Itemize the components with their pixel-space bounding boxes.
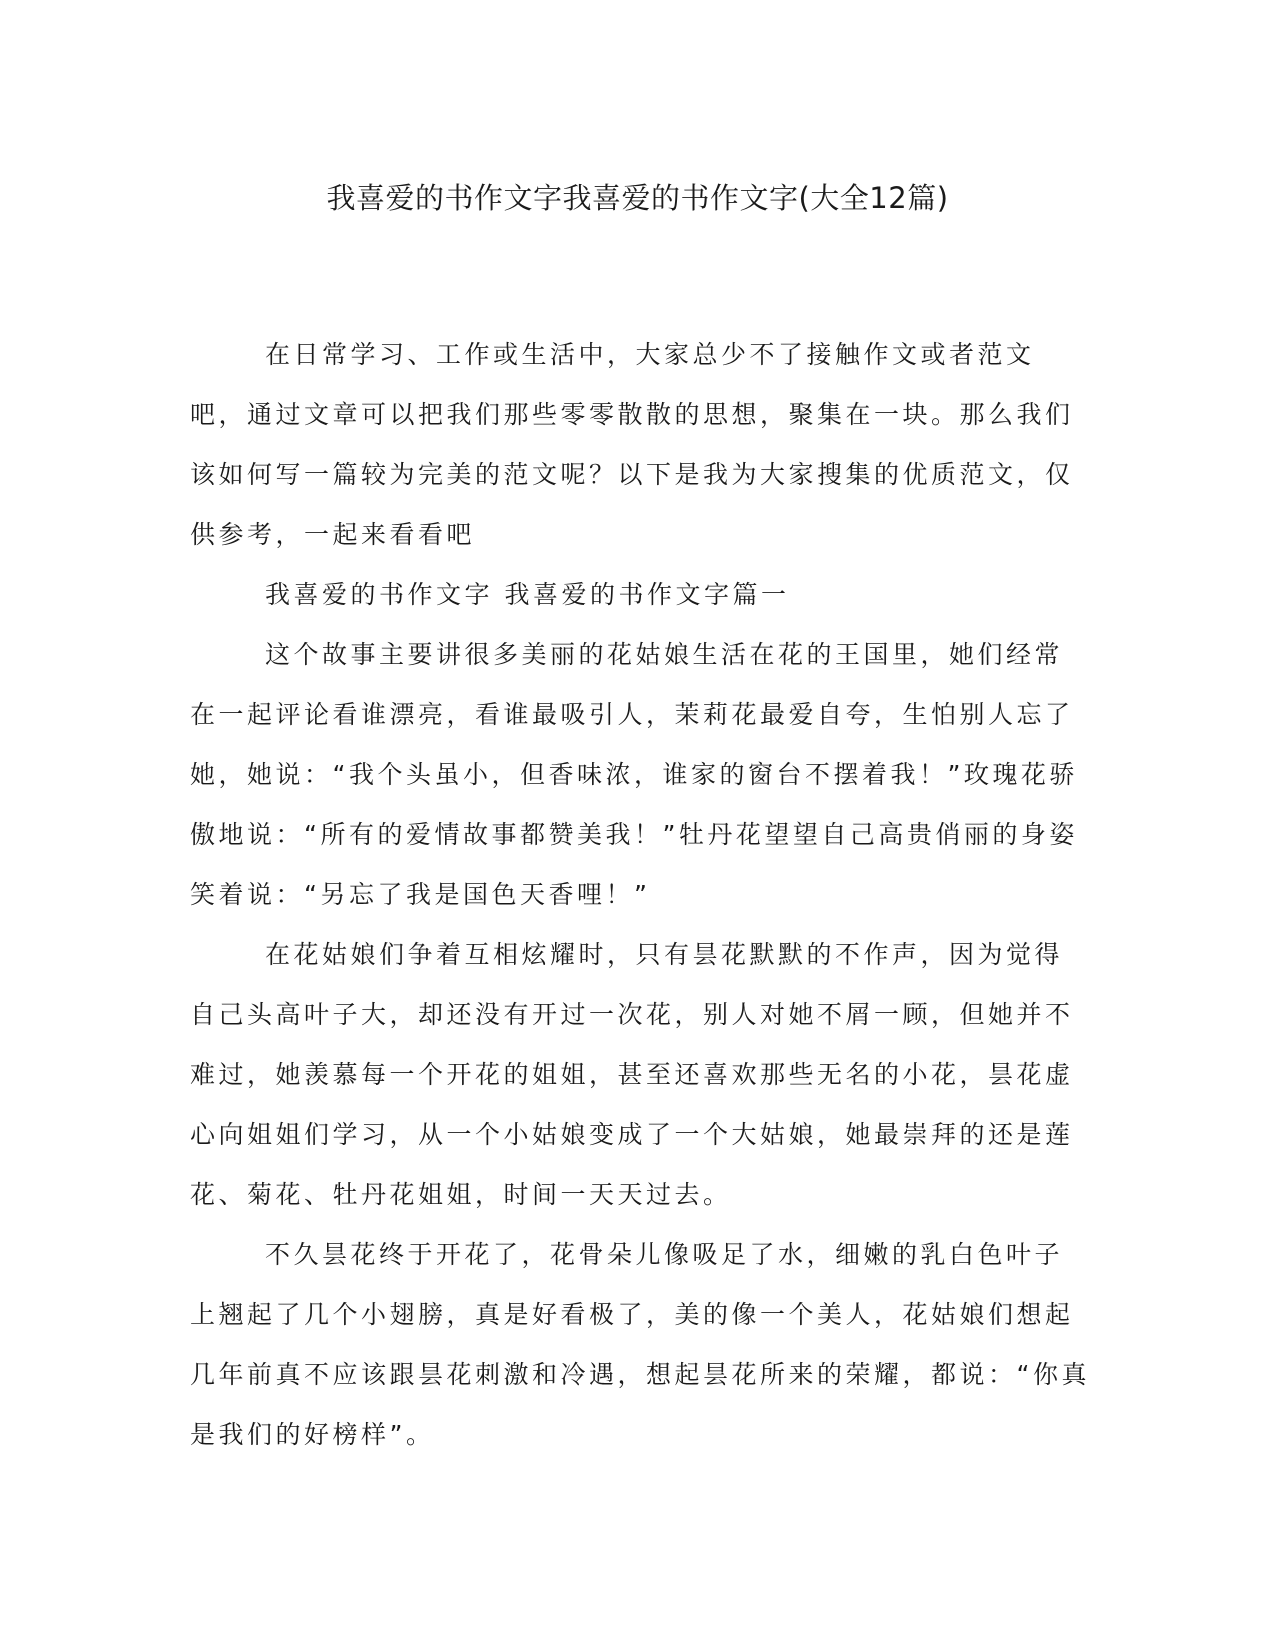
document-body [190,325,1090,1465]
body-paragraph: 这个故事主要讲很多美丽的花姑娘生活在花的王国里，她们经常在一起评论看谁漂亮，看谁最吸引人，茉莉花最爱自夸，生怕别人忘了她，她说：“我个头虽小，但香味浓，谁家的窗台不摆着我！”玫瑰花骄傲地说：“所有的爱情故事都赞美我！”牡丹花望望自己高贵俏丽的身姿笑着说：“另忘了我是国色天香哩！” [190,640,1078,909]
document-title: 我喜爱的书作文字我喜爱的书作文字(大全12篇) [326,181,949,215]
body-paragraph: 在花姑娘们争着互相炫耀时，只有昙花默默的不作声，因为觉得自己头高叶子大，却还没有开过一次花，别人对她不屑一顾，但她并不难过，她羡慕每一个开花的姐姐，甚至还喜欢那些无名的小花，昙花虚心向姐姐们学习，从一个小姑娘变成了一个大姑娘，她最崇拜的还是莲花、菊花、牡丹花姐姐，时间一天天过去。 [190,940,1074,1209]
intro-paragraph: 在日常学习、工作或生活中，大家总少不了接触作文或者范文吧，通过文章可以把我们那些零零散散的思想，聚集在一块。那么我们该如何写一篇较为完美的范文呢？以下是我为大家搜集的优质范文，仅供参考，一起来看看吧 [190,340,1074,549]
section-heading: 我喜爱的书作文字 我喜爱的书作文字篇一 [265,580,790,609]
body-paragraph: 不久昙花终于开花了，花骨朵儿像吸足了水，细嫩的乳白色叶子上翘起了几个小翅膀，真是好看极了，美的像一个美人，花姑娘们想起几年前真不应该跟昙花刺激和冷遇，想起昙花所来的荣耀，都说：“你真是我们的好榜样”。 [190,1240,1090,1449]
